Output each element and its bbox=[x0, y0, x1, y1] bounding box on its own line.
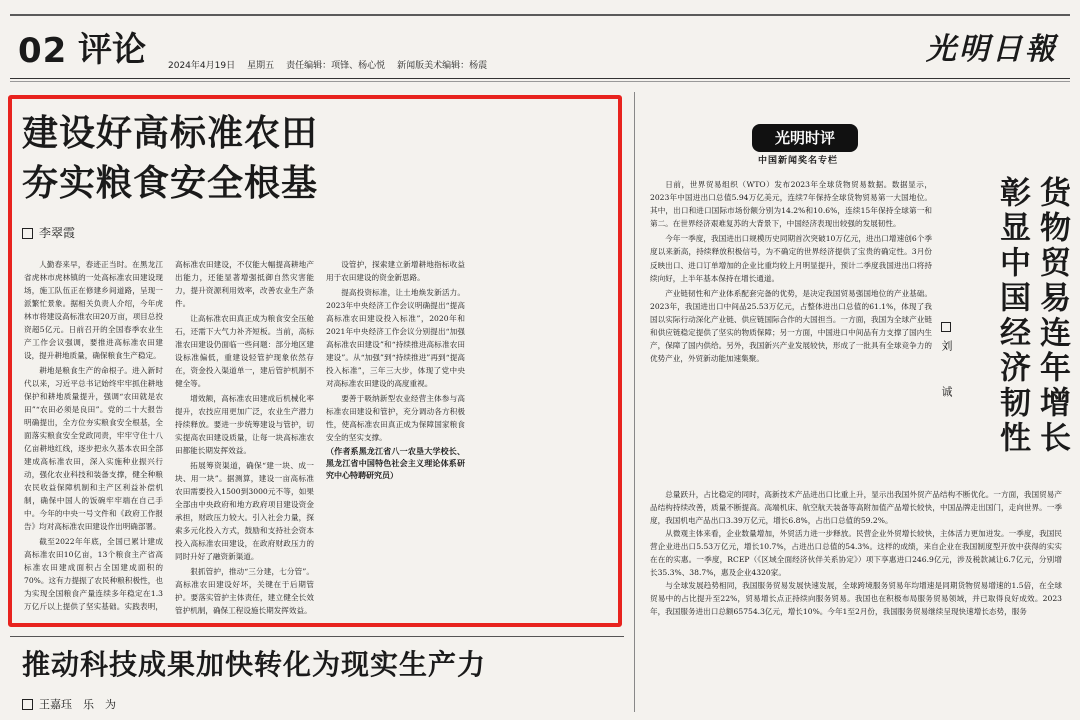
top-rule bbox=[10, 14, 1070, 16]
commentary-title-col1: 货物贸易连年增长 bbox=[1034, 176, 1070, 456]
column-divider bbox=[634, 92, 635, 712]
second-article-author: 王嘉珏 乐 为 bbox=[39, 698, 116, 711]
second-article-title: 推动科技成果加快转化为现实生产力 bbox=[22, 648, 487, 681]
issue-meta bbox=[168, 60, 487, 72]
main-article-body bbox=[24, 258, 616, 618]
body-paragraph: 人勤春来早，春迹正当时。在黑龙江省虎林市虎林镇的一处高标准农田建设现场，施工队伍正在修建乡间道路，呈现一派繁忙景象。据相关负责人介绍，今年虎林市将建设高标准农田20万亩，项目总投资超5亿元。日前召开的全国春季农业生产工作会议强调，要推进高标准农田建设，提升耕地质量，确保粮食生产稳定。 bbox=[24, 260, 163, 360]
byline-box-icon bbox=[22, 699, 33, 710]
body-paragraph: 今年一季度，我国进出口规模历史同期首次突破10万亿元，进出口增速创6个季度以来新高，持续释放积极信号，为不确定的世界经济提供了宝贵的确定性。3月份反映出口、进口订单增加的企业比重均较上月明显提升，预计二季度我国进出口将持续向好，上半年基本保持在增长通道。 bbox=[650, 234, 932, 283]
commentary-byline bbox=[938, 322, 954, 409]
article-divider bbox=[10, 636, 624, 637]
byline-box-icon bbox=[22, 228, 33, 239]
issue-weekday: 星期五 bbox=[247, 61, 275, 71]
body-paragraph: 设管护，探索建立新增耕地指标收益用于农田建设的资金新思路。 bbox=[326, 260, 465, 282]
second-article-byline bbox=[22, 698, 116, 711]
body-paragraph: 狠抓管护，推动“三分建，七分管”。高标准农田建设好坏，关键在于后期管护。要落实管护主体责任，建立健全长效管护机制，确保工程设施长期发挥效益。 bbox=[175, 567, 314, 615]
column-subtitle: 中国新闻奖名专栏 bbox=[758, 156, 839, 166]
author-affiliation: （作者系黑龙江省八一农垦大学校长、黑龙江省中国特色社会主义理论体系研究中心特聘研究员） bbox=[326, 447, 465, 480]
main-article-byline bbox=[22, 226, 75, 240]
body-paragraph: 总量跃升，占比稳定的同时，高新技术产品进出口比重上升，显示出我国外贸产品结构不断优化。一方面，我国贸易产品结构持续改善，质量不断提高。高端机床、航空航天装备等高附加值产品增长较快，中国品牌走出国门，走向世界。一季度，我国机电产品出口3.39万亿元，增长6.8%，占出口总值的59.2%。 bbox=[650, 490, 1062, 525]
page-number: 02 bbox=[18, 31, 68, 71]
commentary-title-col2: 彰显中国经济韧性 bbox=[994, 176, 1030, 456]
art-editor: 新闻版美术编辑：杨震 bbox=[397, 61, 488, 71]
section-name: 评论 bbox=[78, 30, 146, 70]
body-paragraph: 要善于吸纳新型农业经营主体参与高标准农田建设和管护，充分调动各方积极性，使高标准农田真正成为保障国家粮食安全的坚实支撑。 bbox=[326, 394, 465, 442]
header-rule bbox=[10, 78, 1070, 79]
body-paragraph: 从微观主体来看，企业数量增加，外贸活力进一步释放。民营企业外贸增长较快，主体活力更加迸发。一季度，我国民营企业进出口5.53万亿元，增长10.7%，占进出口总值的54.3%。这样的成绩，来自企业在我国制度型开放中获得的实实在在的实惠。一季度，RCEP（《区域全面经济伙伴关系协定》）项下享惠进口246.9亿元，涉及税款减让6.7亿元，分别增长35.3%、38.7%，惠及企业4320家。 bbox=[650, 529, 1062, 577]
body-paragraph: 截至2022年年底，全国已累计建成高标准农田10亿亩，13个粮食主产省高标准农田建成面积占全国建成面积的70%。这有力提振了农民种粮积极性，也为实现全国粮食产量连续多年稳定在1.3万亿斤以上提供了坚实基础。实践表明，高标准农田建设，不仅能大幅提高耕地产出能力，还能显著增强抵御自然灾害能力，提升资源利用效率，改善农业生产条件。 bbox=[24, 260, 314, 611]
body-paragraph: 提高投资标准，让土地焕发新活力。2023年中央经济工作会议明确提出“提高高标准农田建设投入标准”，2020年和2021年中央经济工作会议分别提出“加强高标准农田建设”和“持续推进高标准农田建设”。从“加强”到“持续推进”再到“提高投入标准”，三年三大步，体现了党中央对高标准农田建设的高度重视。 bbox=[326, 288, 465, 388]
byline-box-icon bbox=[941, 322, 951, 332]
column-logo: 光明时评 bbox=[752, 124, 858, 152]
body-paragraph: 增效额，高标准农田建成后机械化率提升，农技应用更加广泛，农业生产潜力持续释放。要进一步统筹建设与管护，切实提高农田建设质量，让每一块高标准农田都能长期发挥效益。 bbox=[175, 394, 314, 455]
commentary-body-bottom bbox=[650, 488, 1062, 718]
editors: 责任编辑：项锋、杨心悦 bbox=[286, 61, 386, 71]
body-paragraph: 拓展筹资渠道，确保“建一块、成一块、用一块”。据测算，建设一亩高标准农田需要投入1500到3000元不等，如果全部由中央政府和地方政府项目建设资金承担，财政压力较大。引入社会力量，探索多元化投入方式，鼓励和支持社会资本投入高标准农田建设，在政府财政压力的同时升好了融资新渠道。 bbox=[175, 461, 314, 561]
body-paragraph: 耕地是粮食生产的命根子。进入新时代以来，习近平总书记始终牢牢抓住耕地保护和耕地质量提升，强调“农田就是农田”“农田必须是良田”。党的二十大报告明确提出，全方位夯实粮食安全根基，全面落实粮食安全党政同责，牢牢守住十八亿亩耕地红线，逐步把永久基本农田全部建成高标准农田，深入实施种业振兴行动，强化农业科技和装备支撑，健全种粮农民收益保障机制和主产区利益补偿机制，确保中国人的饭碗牢牢端在自己手中。今年的中央一号文件和《政府工作报告》均对高标准农田建设作出明确部署。 bbox=[24, 366, 163, 531]
body-paragraph: 产业链韧性和产业体系配套完备的优势，是决定我国贸易强国地位的产业基础。2023年，我国进出口中间品25.53万亿元，占整体进出口总值的61.1%，体现了我国以实际行动深化产业链、供应链国际合作的大国担当。一方面，我国为全球产业链和供应链稳定提供了坚实的物质保障；另一方面，中国进口中间品有力支撑了国内生产，保障了国内供给。另外，我国新兴产业发展较快，形成了一批具有全球竞争力的优势产业，外贸新动能加速集聚。 bbox=[650, 288, 932, 364]
main-article-title-line1: 建设好高标准农田 bbox=[22, 112, 319, 154]
commentary-body-top bbox=[650, 178, 932, 478]
main-article-title-line2: 夯实粮食安全根基 bbox=[22, 162, 319, 204]
issue-date: 2024年4月19日 bbox=[168, 61, 236, 71]
masthead-logo: 光明日報 bbox=[926, 32, 1058, 67]
main-article-author: 李翠霞 bbox=[39, 226, 76, 240]
body-paragraph: 让高标准农田真正成为粮食安全压舱石，还需下大气力补齐短板。当前，高标准农田建设仍面临一些问题：部分地区建设标准偏低，重建设轻管护现象依然存在，资金投入渠道单一，建后管护机制不健全等。 bbox=[175, 314, 314, 388]
body-paragraph: 与全球发展趋势相同，我国服务贸易发展快速发展，全球跨境服务贸易年均增速是同期货物贸易增速的1.5倍，在全球贸易中的占比提升至22%，贸易增长点正持续向服务贸易。我国也在积极布局服务贸易领域，并已取得良好成效。2023年，我国服务进出口总额65754.3亿元，增长10%。今年1至2月份，我国服务贸易继续呈现快速增长态势，服务 bbox=[650, 581, 1062, 616]
body-paragraph: 日前，世界贸易组织（WTO）发布2023年全球货物贸易数据。数据显示，2023年中国进出口总值5.94万亿美元，连续7年保持全球货物贸易第一大国地位。其中，出口和进口国际市场份额分别为14.2%和10.6%，连续15年保持全球第一和第二。在世界经济艰难复苏的大背景下，中国经济表现出较强的发展韧性。 bbox=[650, 180, 932, 229]
header-rule-thin bbox=[10, 81, 1070, 82]
commentary-author: 刘 诚 bbox=[940, 340, 953, 409]
